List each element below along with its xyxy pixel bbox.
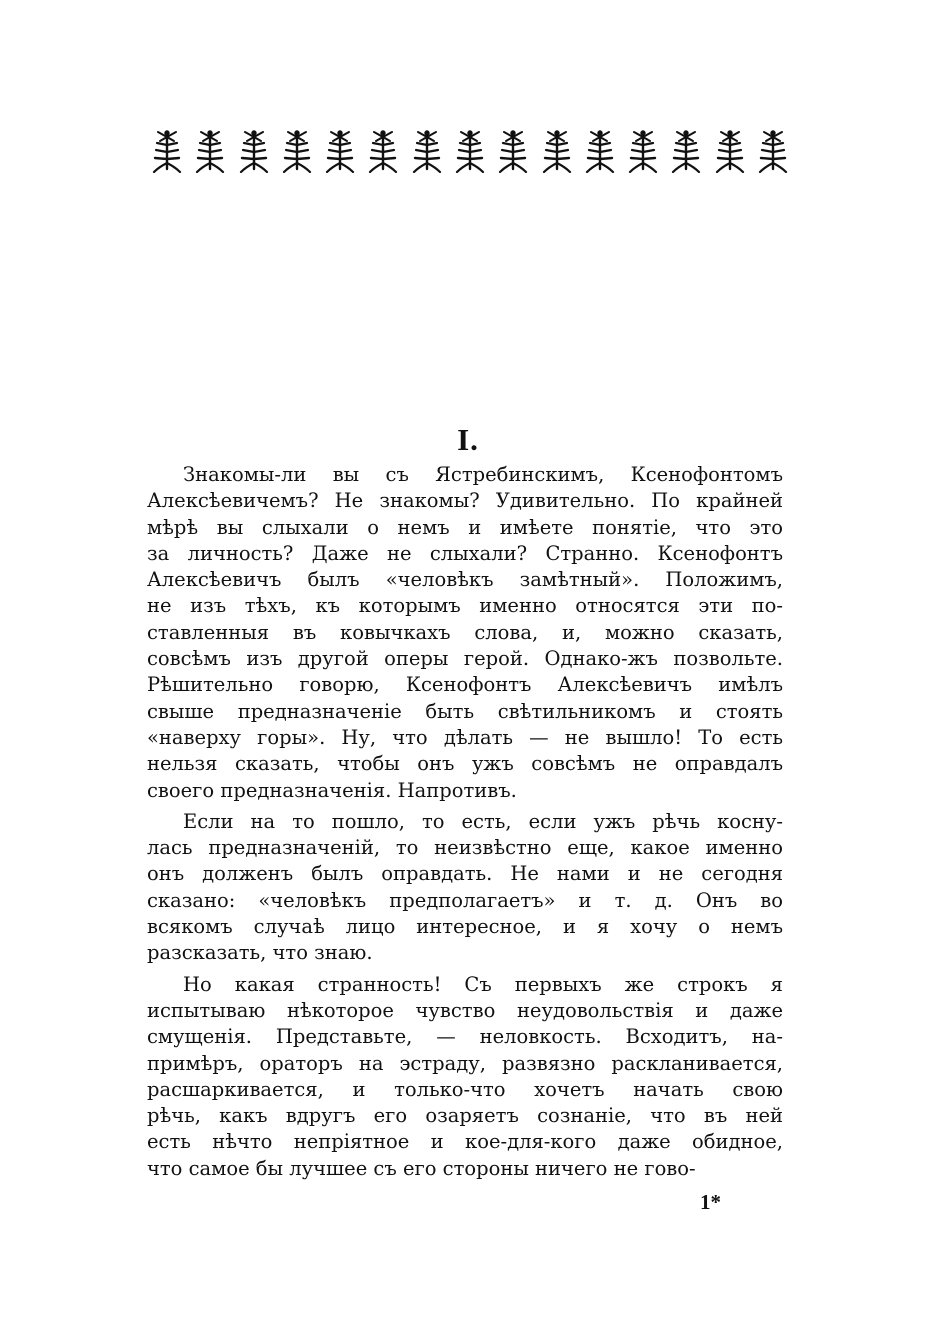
lily-flower-ornament <box>626 129 660 173</box>
text-line: что самое бы лучшее съ его стороны ничего не гово- <box>147 1156 696 1180</box>
lily-flower-ornament <box>669 129 703 173</box>
lily-flower-ornament <box>496 129 530 173</box>
text-line: смущенія. Представьте, — неловкость. Всходитъ, на- <box>147 1025 783 1049</box>
body-text <box>147 462 783 1187</box>
text-line: мѣрѣ вы слыхали о немъ и имѣете понятіе, что это <box>147 515 783 539</box>
paragraph <box>147 809 783 967</box>
lily-flower-ornament <box>150 129 184 173</box>
text-line: разсказать, что знаю. <box>147 941 373 965</box>
text-line: «наверху горы». Ну, что дѣлать — не вышло! То есть <box>147 725 783 749</box>
text-line: Алексѣевичъ былъ «человѣкъ замѣтный». Положимъ, <box>147 568 783 592</box>
text-line: примѣръ, ораторъ на эстраду, развязно раскланивается, <box>147 1051 783 1075</box>
text-line: совсѣмъ изъ другой оперы герой. Однако-жъ позвольте. <box>147 647 783 671</box>
lily-flower-ornament <box>323 129 357 173</box>
text-line: не изъ тѣхъ, къ которымъ именно относятся эти по- <box>147 594 783 618</box>
lily-flower-ornament <box>756 129 790 173</box>
text-line: ставленныя въ ковычкахъ слова, и, можно сказать, <box>147 620 783 644</box>
lily-flower-ornament <box>410 129 444 173</box>
text-line: Знакомы-ли вы съ Ястребинскимъ, Ксенофонтомъ <box>183 463 783 486</box>
text-line: своего предназначенія. Напротивъ. <box>147 778 517 802</box>
lily-flower-ornament <box>713 129 747 173</box>
text-line: сказано: «человѣкъ предполагаетъ» и т. д. Онъ во <box>147 888 783 912</box>
text-line: Алексѣевичемъ? Не знакомы? Удивительно. По крайней <box>147 489 783 513</box>
text-line: Рѣшительно говорю, Ксенофонтъ Алексѣевичъ имѣлъ <box>147 673 783 697</box>
chapter-title: I. <box>457 422 479 457</box>
text-line: онъ долженъ былъ оправдать. Не нами и не сегодня <box>147 862 783 886</box>
text-line: рѣчь, какъ вдругъ его озаряетъ сознаніе, что въ ней <box>147 1104 783 1128</box>
lily-flower-ornament <box>193 129 227 173</box>
lily-flower-ornament <box>540 129 574 173</box>
text-line: всякомъ случаѣ лицо интересное, и я хочу о немъ <box>147 915 783 939</box>
text-line: за личность? Даже не слыхали? Странно. Ксенофонтъ <box>147 541 783 565</box>
text-line: нельзя сказать, чтобы онъ ужъ совсѣмъ не оправдалъ <box>147 752 783 776</box>
lily-flower-ornament <box>366 129 400 173</box>
page-number: 1* <box>700 1190 721 1214</box>
text-line: испытываю нѣкоторое чувство неудовольствія и даже <box>147 998 783 1022</box>
text-line: свыше предназначеніе быть свѣтильникомъ и стоять <box>147 699 783 723</box>
text-line: Но какая странность! Съ первыхъ же строкъ я <box>183 972 783 996</box>
text-line: Если на то пошло, то есть, если ужъ рѣчь косну- <box>183 809 783 833</box>
paragraph <box>147 972 783 1182</box>
lily-flower-ornament <box>280 129 314 173</box>
ornament-row <box>150 128 790 174</box>
lily-flower-ornament <box>453 129 487 173</box>
text-line: есть нѣчто непріятное и кое-для-кого даже обидное, <box>147 1130 783 1154</box>
text-line: лась предназначеній, то неизвѣстно еще, какое именно <box>147 836 783 860</box>
lily-flower-ornament <box>237 129 271 173</box>
paragraph <box>147 462 783 804</box>
lily-flower-ornament <box>583 129 617 173</box>
text-line: расшаркивается, и только-что хочетъ начать свою <box>147 1077 783 1101</box>
